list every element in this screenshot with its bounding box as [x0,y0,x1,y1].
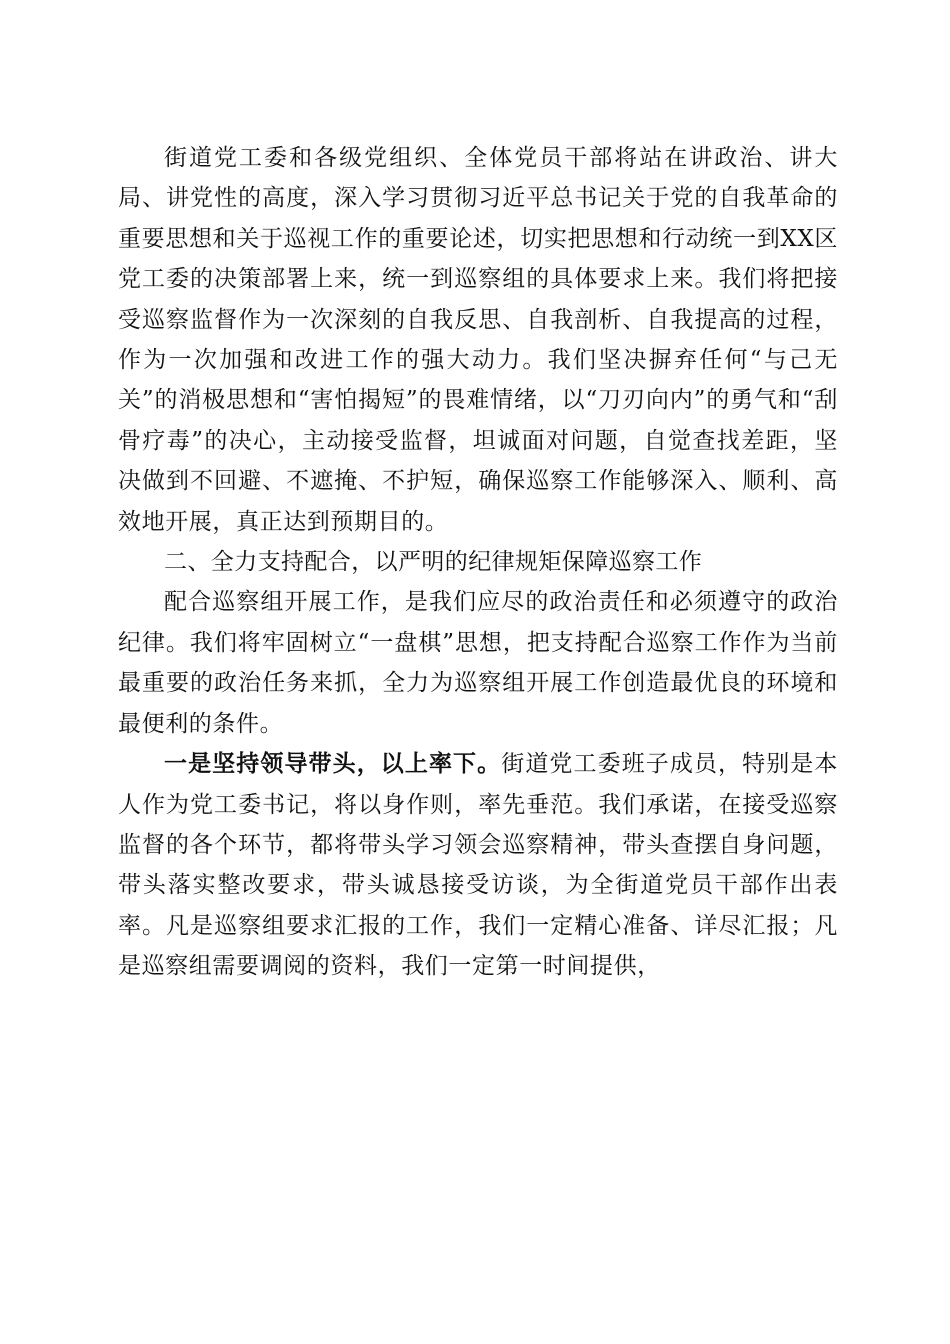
paragraph-leadership-body: 街道党工委班子成员，特别是本人作为党工委书记，将以身作则，率先垂范。我们承诺，在接受巡察监督的各个环节，都将带头学习领会巡察精神，带头查摆自身问题，带头落实整改要求，带头诚恳接受访谈，为全街道党员干部作出表率。凡是巡察组要求汇报的工作，我们一定精心准备、详尽汇报；凡是巡察组需要调阅的资料，我们一定第一时间提供， [118,751,838,980]
section-heading-2: 二、全力支持配合，以严明的纪律规矩保障巡察工作 [164,549,703,576]
paragraph-commitment: 街道党工委和各级党组织、全体党员干部将站在讲政治、讲大局、讲党性的高度，深入学习贯彻习近平总书记关于党的自我革命的重要思想和关于巡视工作的重要论述，切实把思想和行动统一到XX区党工委的决策部署上来，统一到巡察组的具体要求上来。我们将把接受巡察监督作为一次深刻的自我反思、自我剖析、自我提高的过程，作为一次加强和改进工作的强大动力。我们坚决摒弃任何“与己无关”的消极思想和“害怕揭短”的畏难情绪，以“刀刃向内”的勇气和“刮骨疗毒”的决心，主动接受监督，坦诚面对问题，自觉查找差距，坚决做到不回避、不遮掩、不护短，确保巡察工作能够深入、顺利、高效地开展，真正达到预期目的。 [118,145,838,535]
paragraph-leadership [118,744,838,986]
paragraph-cooperation: 配合巡察组开展工作，是我们应尽的政治责任和必须遵守的政治纪律。我们将牢固树立“一盘棋”思想，把支持配合巡察工作作为当前最重要的政治任务来抓，全力为巡察组开展工作创造最优良的环境和最便利的条件。 [118,589,838,737]
document-body [118,138,838,987]
paragraph-lead-phrase: 一是坚持领导带头，以上率下。 [164,751,502,778]
